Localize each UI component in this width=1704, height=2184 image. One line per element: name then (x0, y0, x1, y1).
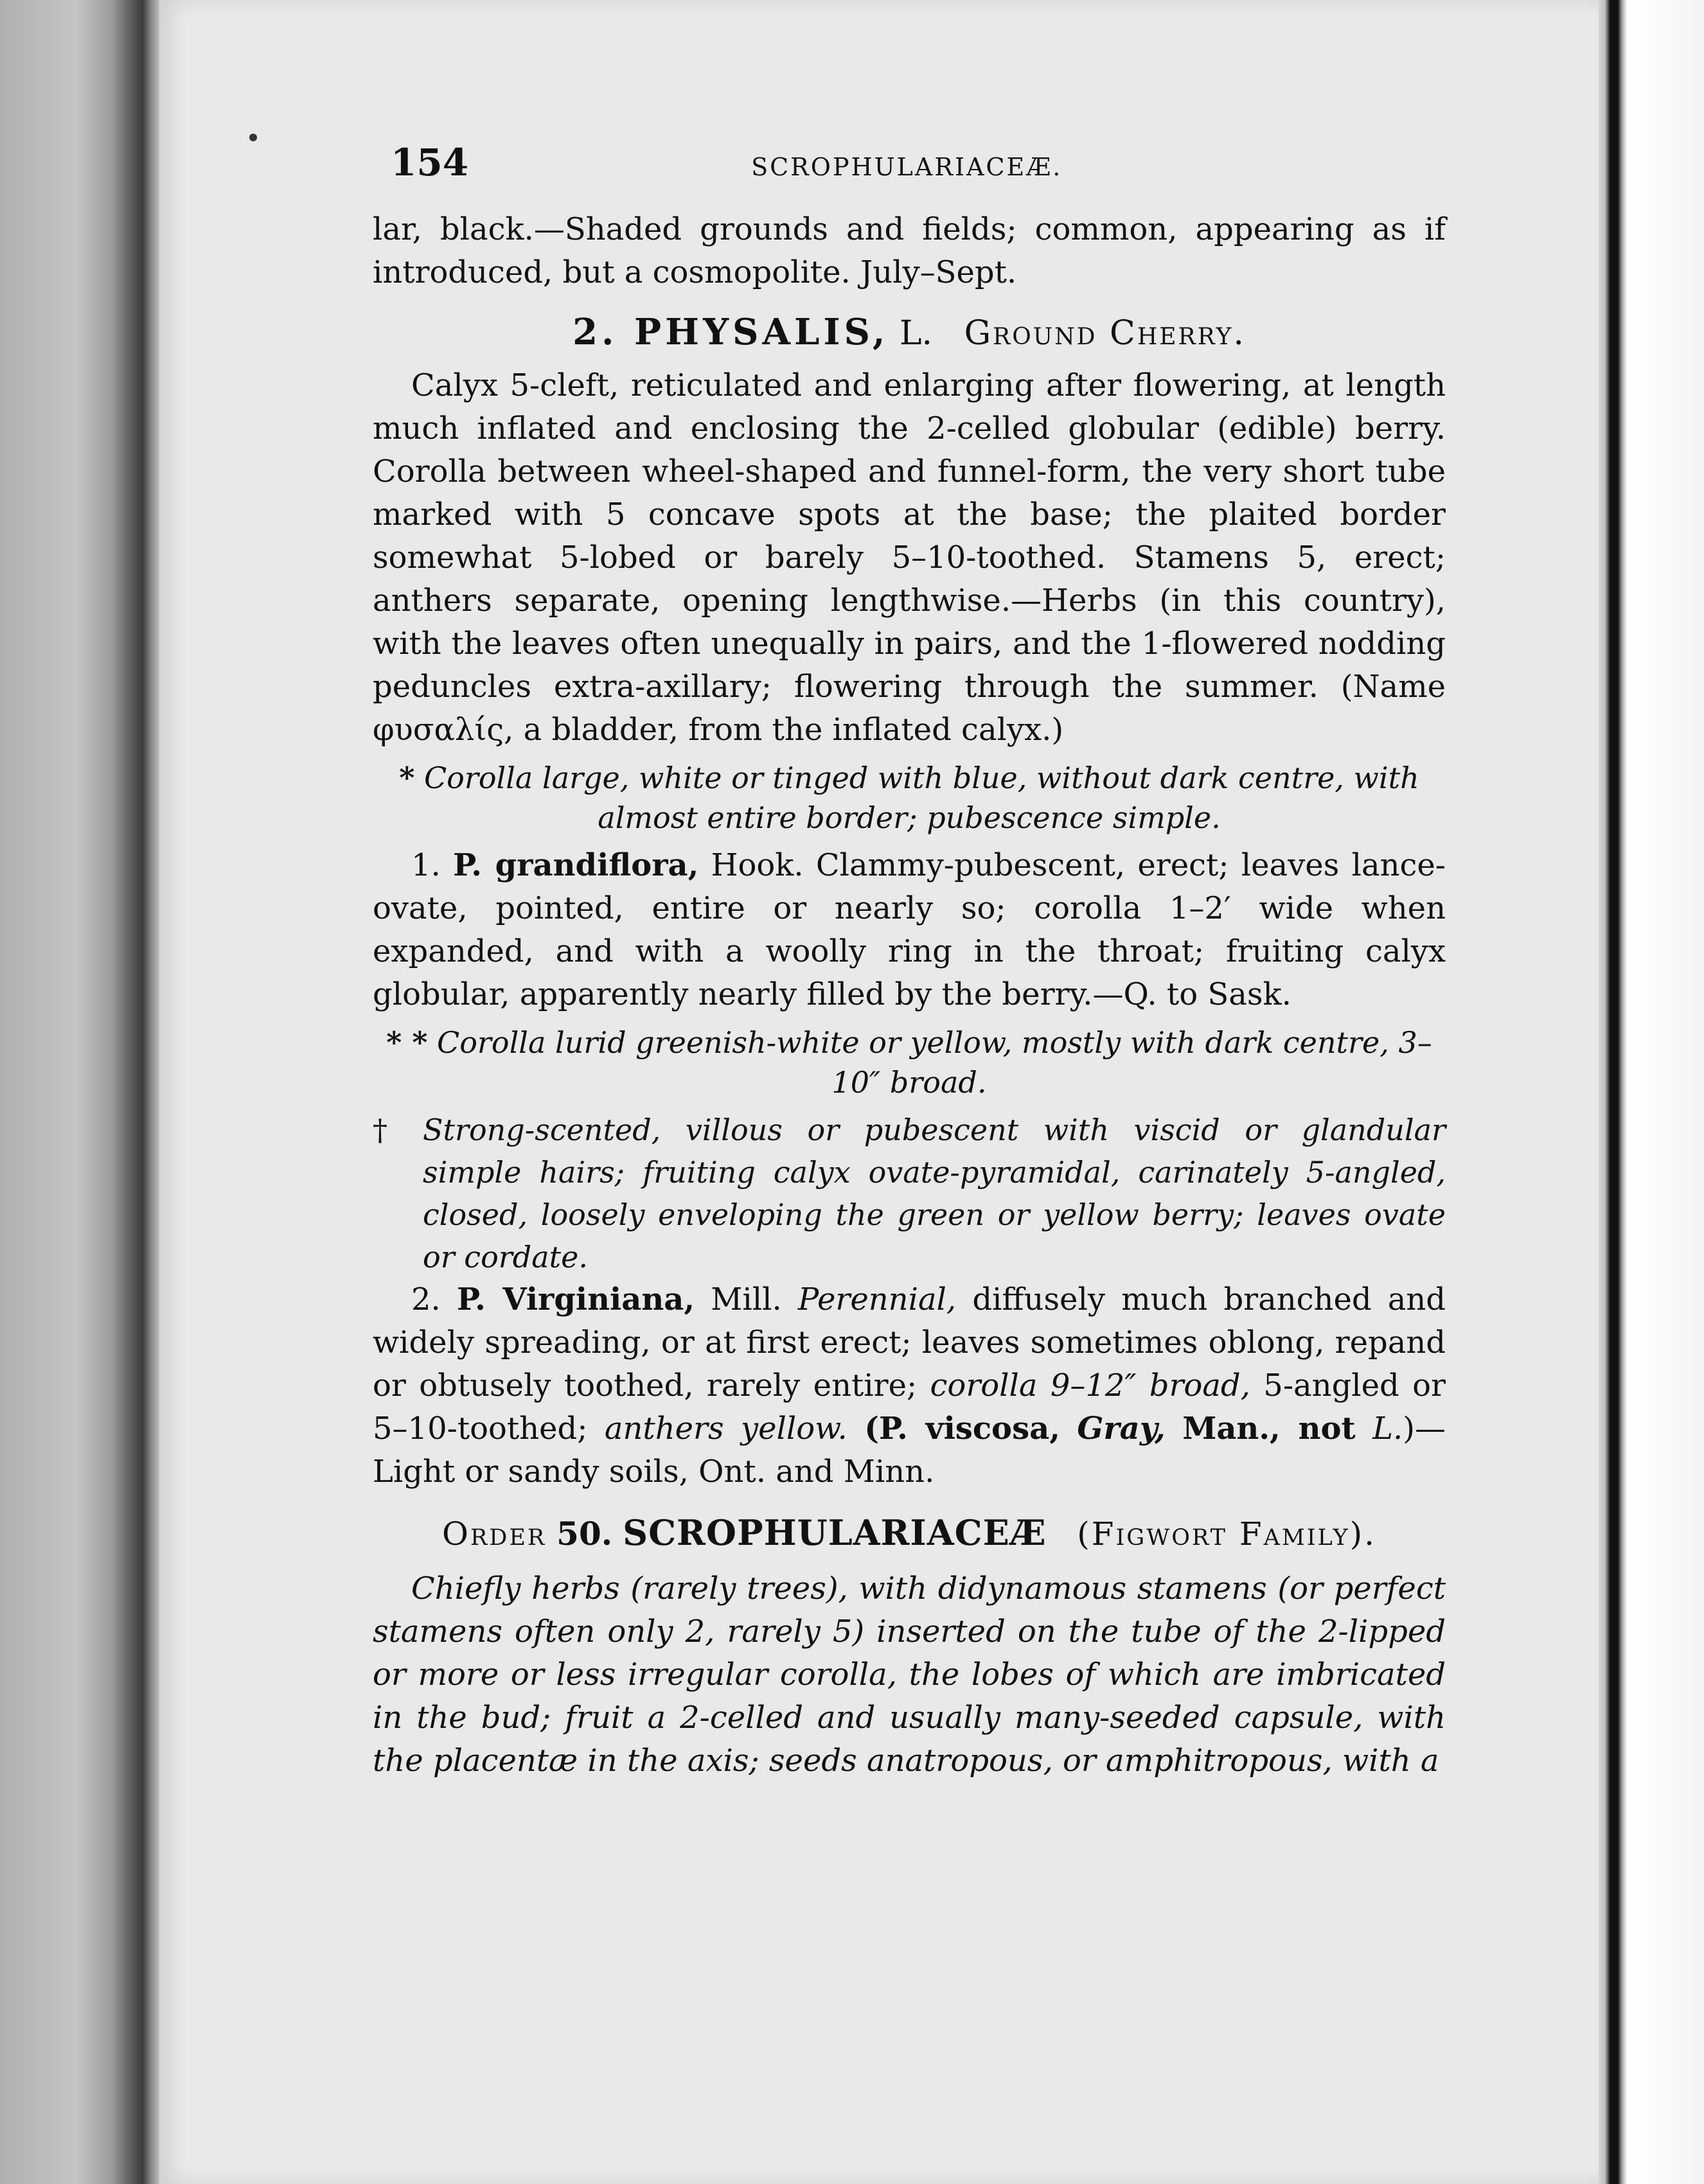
section-marker: * * (386, 1025, 428, 1060)
order-common-name: (Figwort Family). (1077, 1515, 1377, 1553)
genus-description: Calyx 5-cleft, reticulated and enlarging after flowering, at length much inflated and enclosing the 2-celled globular (edible) berry. Corolla between wheel-shaped and funnel-form, the very short tube marked with 5 concave spots at the base; the plaited border somewhat 5-lobed or barely 5–10-toothed. Stamens 5, erect; anthers separate, opening lengthwise.—Herbs (in this country), with the leaves often unequally in pairs, and the 1-flowered nodding peduncles extra-axillary; flowering through the summer. (Name φυσαλίς, a bladder, from the inflated calyx.) (373, 367, 1446, 748)
section-text: Corolla large, white or tinged with blue, without dark centre, with almost entire border; pubescence simple. (423, 761, 1419, 835)
facing-page-edge (1599, 0, 1704, 2184)
genus-name: 2. PHYSALIS, (572, 311, 889, 353)
page-number: 154 (391, 141, 469, 184)
page-header (373, 141, 1446, 193)
order-name: SCROPHULARIACEÆ (623, 1512, 1047, 1553)
book-binding (0, 0, 159, 2184)
species-entry-2 (373, 1278, 1446, 1493)
synonym-open: (P. viscosa, (864, 1411, 1060, 1447)
species-authority: Mill. (711, 1281, 782, 1317)
genus-common-name: Ground Cherry. (964, 314, 1246, 353)
ink-speck (249, 134, 257, 141)
species-number: 2. (411, 1281, 441, 1317)
section-marker: * (399, 761, 415, 795)
species-habitat: )—Light or sandy soils, Ont. and Minn. (373, 1411, 1446, 1490)
species-number: 1. (411, 847, 441, 883)
running-head: SCROPHULARIACEÆ. (751, 153, 1063, 181)
section-heading-2 (373, 1023, 1446, 1102)
corolla-note: corolla 9–12″ broad, (930, 1368, 1250, 1404)
species-entry-1 (373, 844, 1446, 1016)
order-description: Chiefly herbs (rarely trees), with didynamous stamens (or perfect stamens often only 2, rarely 5) inserted on the tube of the 2-lipped or more or less irregular corolla, the lobes of which are imbricated in the bud; fruit a 2-celled and usually many-seeded capsule, with the placentæ in the axis; seeds anatropous, or amphitropous, with a (373, 1571, 1446, 1779)
species-name: P. Virginiana, (456, 1281, 695, 1317)
genus-heading (373, 311, 1446, 355)
synonym-manual: Man., not (1182, 1411, 1356, 1447)
order-label: Order (441, 1515, 547, 1553)
order-number: 50. (556, 1515, 613, 1553)
synonym-linnaeus: L. (1372, 1411, 1403, 1447)
anthers-note: anthers yellow. (604, 1411, 848, 1447)
species-description: Clammy-pubescent, erect; leaves lance-ovate, pointed, entire or nearly so; corolla 1–2′ wide when expanded, and with a woolly ring in the throat; fruiting calyx globular, apparently nearly filled by the berry.—Q. to Sask. (373, 847, 1446, 1012)
subsection-heading (373, 1109, 1446, 1278)
section-heading-1 (373, 758, 1446, 838)
genus-authority: L. (899, 314, 933, 353)
continuation-paragraph: lar, black.—Shaded grounds and fields; common, appearing as if introduced, but a cosmopolite. July–Sept. (373, 211, 1446, 290)
species-description-b: 5-angled or 5–10-toothed; (373, 1368, 1446, 1447)
section-text: Corolla lurid greenish-white or yellow, mostly with dark centre, 3–10″ broad. (437, 1025, 1432, 1100)
subsection-text: Strong-scented, villous or pubescent with viscid or glandular simple hairs; fruiting calyx ovate-pyramidal, carinately 5-angled, closed, loosely enveloping the green or yellow berry; leaves ovate or cordate. (423, 1113, 1446, 1274)
order-heading (373, 1511, 1446, 1556)
dagger-marker: † (373, 1113, 387, 1147)
synonym-gray: Gray, (1077, 1411, 1166, 1447)
species-description-a: diffusely much branched and widely spreading, or at first erect; leaves sometimes oblong, repand or obtusely toothed, rarely entire; (373, 1281, 1446, 1404)
species-authority: Hook. (711, 847, 804, 883)
page-text (373, 141, 1446, 1783)
perennial-label: Perennial, (797, 1281, 957, 1317)
species-name: P. grandiflora, (453, 847, 699, 883)
